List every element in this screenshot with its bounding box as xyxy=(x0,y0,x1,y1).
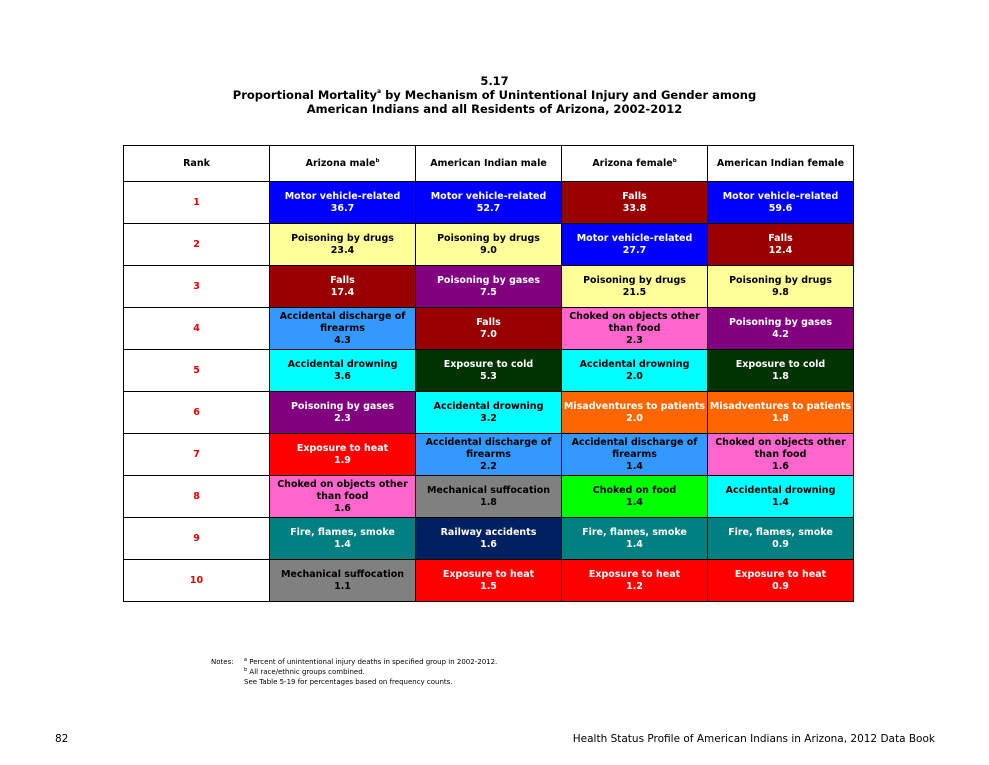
cause-cell xyxy=(416,182,562,224)
cause-cell xyxy=(270,266,416,308)
cause-label: Poisoning by gases xyxy=(436,274,541,286)
cause-cell xyxy=(708,476,854,518)
cause-value: 2.3 xyxy=(334,412,351,424)
cause-value: 3.2 xyxy=(480,412,497,424)
cause-cell xyxy=(708,350,854,392)
cause-cell xyxy=(562,476,708,518)
column-header-text: Arizona male xyxy=(305,157,376,169)
cause-label: Falls xyxy=(622,190,647,202)
cause-label: Accidental discharge of firearms xyxy=(571,436,698,460)
rank-cell: 5 xyxy=(124,350,270,392)
rank-cell: 3 xyxy=(124,266,270,308)
rank-cell: 10 xyxy=(124,560,270,602)
cause-cell xyxy=(270,350,416,392)
cause-cell xyxy=(416,434,562,476)
cause-label: Choked on objects other than food xyxy=(277,478,408,502)
cause-cell xyxy=(416,308,562,350)
cause-value: 1.4 xyxy=(626,460,643,472)
title-footnote-marker: a xyxy=(377,88,382,95)
cause-label: Accidental drowning xyxy=(725,484,836,496)
cause-cell xyxy=(562,224,708,266)
cause-value: 23.4 xyxy=(330,244,355,256)
table-row xyxy=(124,266,854,308)
cause-label: Exposure to cold xyxy=(735,358,826,370)
cause-cell xyxy=(416,224,562,266)
cause-value: 1.1 xyxy=(334,580,351,592)
cause-label: Misadventures to patients xyxy=(563,400,706,412)
cause-cell xyxy=(270,182,416,224)
cause-value: 9.8 xyxy=(772,286,789,298)
cause-label: Poisoning by drugs xyxy=(583,274,686,286)
column-header xyxy=(416,146,562,182)
note-text: See Table 5-19 for percentages based on frequency counts. xyxy=(244,678,453,686)
book-title: Health Status Profile of American Indians in Arizona, 2012 Data Book xyxy=(572,733,935,745)
cause-cell xyxy=(270,224,416,266)
cause-label: Accidental discharge of firearms xyxy=(425,436,552,460)
table-row xyxy=(124,308,854,350)
rank-cell: 9 xyxy=(124,518,270,560)
cause-cell xyxy=(562,182,708,224)
cause-label: Poisoning by gases xyxy=(290,400,395,412)
cause-value: 1.5 xyxy=(480,580,497,592)
cause-cell xyxy=(562,392,708,434)
cause-label: Falls xyxy=(476,316,501,328)
cause-label: Poisoning by drugs xyxy=(729,274,832,286)
cause-value: 17.4 xyxy=(330,286,355,298)
cause-cell xyxy=(562,308,708,350)
cause-value: 27.7 xyxy=(622,244,647,256)
cause-label: Motor vehicle-related xyxy=(284,190,401,202)
table-row xyxy=(124,224,854,266)
cause-cell xyxy=(416,560,562,602)
cause-label: Accidental drowning xyxy=(579,358,690,370)
cause-value: 1.6 xyxy=(480,538,497,550)
column-header xyxy=(562,146,708,182)
column-header-text: Rank xyxy=(183,157,210,169)
cause-value: 7.0 xyxy=(480,328,497,340)
cause-value: 59.6 xyxy=(768,202,793,214)
rank-cell: 6 xyxy=(124,392,270,434)
column-header-text: American Indian male xyxy=(430,157,547,169)
note-line xyxy=(244,667,497,677)
cause-value: 2.0 xyxy=(626,412,643,424)
column-header-text: American Indian female xyxy=(716,157,845,169)
rank-cell: 1 xyxy=(124,182,270,224)
note-footnote-marker: b xyxy=(244,667,248,673)
rank-cell: 4 xyxy=(124,308,270,350)
page-number: 82 xyxy=(55,733,69,745)
cause-value: 33.8 xyxy=(622,202,647,214)
cause-cell xyxy=(708,308,854,350)
cause-value: 12.4 xyxy=(768,244,793,256)
cause-value: 3.6 xyxy=(334,370,351,382)
cause-value: 2.2 xyxy=(480,460,497,472)
column-header-footnote-marker: b xyxy=(672,157,677,164)
cause-label: Accidental drowning xyxy=(433,400,544,412)
cause-label: Mechanical suffocation xyxy=(426,484,551,496)
rank-cell: 7 xyxy=(124,434,270,476)
cause-label: Exposure to heat xyxy=(296,442,389,454)
cause-value: 1.6 xyxy=(334,502,351,514)
cause-cell xyxy=(270,434,416,476)
cause-cell xyxy=(416,476,562,518)
cause-cell xyxy=(270,308,416,350)
header-row xyxy=(124,146,854,182)
note-text: All race/ethnic groups combined. xyxy=(247,668,365,676)
column-header xyxy=(124,146,270,182)
cause-value: 0.9 xyxy=(772,538,789,550)
cause-cell xyxy=(708,560,854,602)
cause-label: Motor vehicle-related xyxy=(430,190,547,202)
cause-label: Falls xyxy=(768,232,793,244)
cause-label: Choked on food xyxy=(592,484,677,496)
cause-label: Exposure to cold xyxy=(443,358,534,370)
rank-cell: 8 xyxy=(124,476,270,518)
cause-value: 1.4 xyxy=(334,538,351,550)
cause-cell xyxy=(270,476,416,518)
cause-label: Falls xyxy=(330,274,355,286)
column-header xyxy=(270,146,416,182)
cause-cell xyxy=(562,266,708,308)
cause-cell xyxy=(708,392,854,434)
cause-cell xyxy=(562,560,708,602)
table-row xyxy=(124,350,854,392)
column-header xyxy=(708,146,854,182)
cause-cell xyxy=(270,560,416,602)
cause-cell xyxy=(270,392,416,434)
cause-cell xyxy=(562,434,708,476)
cause-value: 1.4 xyxy=(626,538,643,550)
cause-cell xyxy=(708,182,854,224)
cause-label: Misadventures to patients xyxy=(709,400,852,412)
cause-value: 1.6 xyxy=(772,460,789,472)
cause-value: 1.8 xyxy=(480,496,497,508)
cause-cell xyxy=(416,350,562,392)
table-row xyxy=(124,434,854,476)
cause-value: 52.7 xyxy=(476,202,501,214)
column-header-text: Arizona female xyxy=(592,157,673,169)
cause-label: Accidental drowning xyxy=(287,358,398,370)
cause-label: Poisoning by drugs xyxy=(291,232,394,244)
note-line xyxy=(244,657,497,667)
cause-cell xyxy=(708,518,854,560)
notes-label: Notes: xyxy=(211,658,234,666)
cause-value: 1.4 xyxy=(772,496,789,508)
cause-value: 1.8 xyxy=(772,370,789,382)
cause-cell xyxy=(416,266,562,308)
table-row xyxy=(124,560,854,602)
cause-cell xyxy=(416,518,562,560)
title-line-2: American Indians and all Residents of Arizona, 2002-2012 xyxy=(306,102,683,116)
cause-value: 4.3 xyxy=(334,334,351,346)
cause-cell xyxy=(708,266,854,308)
cause-label: Choked on objects other than food xyxy=(715,436,846,460)
note-line xyxy=(244,677,497,687)
title-text-a: Proportional Mortality xyxy=(232,88,377,102)
cause-value: 0.9 xyxy=(772,580,789,592)
cause-value: 1.4 xyxy=(626,496,643,508)
cause-label: Fire, flames, smoke xyxy=(582,526,687,538)
cause-label: Motor vehicle-related xyxy=(576,232,693,244)
cause-value: 1.9 xyxy=(334,454,351,466)
table-row xyxy=(124,182,854,224)
cause-value: 7.5 xyxy=(480,286,497,298)
cause-label: Motor vehicle-related xyxy=(722,190,839,202)
cause-value: 5.3 xyxy=(480,370,497,382)
note-text: Percent of unintentional injury deaths in specified group in 2002-2012. xyxy=(247,658,498,666)
cause-cell xyxy=(562,350,708,392)
cause-value: 9.0 xyxy=(480,244,497,256)
table-row xyxy=(124,518,854,560)
cause-cell xyxy=(416,392,562,434)
cause-label: Railway accidents xyxy=(440,526,537,538)
cause-label: Exposure to heat xyxy=(734,568,827,580)
cause-value: 2.0 xyxy=(626,370,643,382)
cause-cell xyxy=(270,518,416,560)
cause-value: 1.2 xyxy=(626,580,643,592)
table-row xyxy=(124,476,854,518)
cause-value: 2.3 xyxy=(626,334,643,346)
cause-label: Fire, flames, smoke xyxy=(290,526,395,538)
cause-value: 1.8 xyxy=(772,412,789,424)
notes-lines xyxy=(244,657,497,687)
mortality-rank-table xyxy=(123,145,854,602)
table-row xyxy=(124,392,854,434)
note-footnote-marker: a xyxy=(244,657,248,663)
cause-label: Exposure to heat xyxy=(442,568,535,580)
cause-cell xyxy=(562,518,708,560)
cause-value: 21.5 xyxy=(622,286,647,298)
cause-value: 36.7 xyxy=(330,202,355,214)
table-number: 5.17 xyxy=(480,74,509,88)
cause-label: Choked on objects other than food xyxy=(569,310,700,334)
cause-label: Mechanical suffocation xyxy=(280,568,405,580)
title-text-b: by Mechanism of Unintentional Injury and Gender among xyxy=(381,88,757,102)
cause-value: 4.2 xyxy=(772,328,789,340)
column-header-footnote-marker: b xyxy=(375,157,380,164)
cause-label: Fire, flames, smoke xyxy=(728,526,833,538)
cause-label: Exposure to heat xyxy=(588,568,681,580)
cause-cell xyxy=(708,434,854,476)
rank-cell: 2 xyxy=(124,224,270,266)
cause-cell xyxy=(708,224,854,266)
cause-label: Poisoning by gases xyxy=(728,316,833,328)
title-line-1 xyxy=(0,88,989,102)
cause-label: Accidental discharge of firearms xyxy=(279,310,406,334)
cause-label: Poisoning by drugs xyxy=(437,232,540,244)
